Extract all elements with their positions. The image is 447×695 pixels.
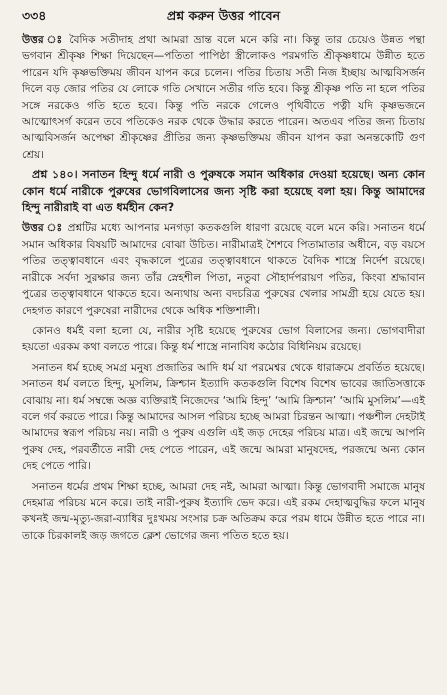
page-content xyxy=(22,32,425,544)
page-header xyxy=(22,8,425,32)
body-paragraph: কোনও ধর্মই বলা হলো যে, নারীর সৃষ্টি হয়েছে পুরুষের ভোগ বিলাসের জন্য। ভোগবাদীরা হয়তো এরকম কথা বলতে পারে। কিন্তু ধর্ম শাস্ত্রে নানাবিধ কঠোর বিধিনিয়ম রয়েছে। xyxy=(22,324,425,354)
answer-text: বৈদিক সতীদাহ প্রথা আমরা ভ্রান্ত বলে মনে করি না। কিন্তু তার চেয়েও উন্নত পন্থা ভগবান শ্রীকৃষ্ণ শিক্ষা দিয়েছেন—পতিতা পাপিষ্ঠা স্ত্রীলোকও পরমগতি শ্রীকৃষ্ণধামে উন্নীত হতে পারেন যদি কৃষ্ণভক্তিময় জীবন যাপন করে চলেন। পতির চিতায় সতী নিজ ইচ্ছায় আত্মবিসর্জন দিলে বড় জোর পতির যে লোকে গতি সেখানে সতীর গতি হবে। কিন্তু শ্রীকৃষ্ণ পতি না হলে পতির সঙ্গে নরকেও গতি হতে হবে। কিন্তু পতি নরকে গেলেও পৃথিবীতে পত্নী যদি কৃষ্ণভজনে আত্মোৎসর্গ করেন তবে পতিকেও নরক থেকে উদ্ধার করতে পারেন। অতএব পতির জন্য চিতায় আত্মবিসর্জন অপেক্ষা শ্রীকৃষ্ণের প্রীতির জন্য কৃষ্ণভক্তিময় জীবন যাপন করা অনন্তকোটি গুণ শ্রেয়। xyxy=(22,34,425,161)
answer-label: উত্তর ঃ xyxy=(22,34,65,46)
question-label: প্রশ্ন ১৪০। xyxy=(32,168,78,182)
question-paragraph xyxy=(22,167,425,216)
answer-paragraph xyxy=(22,220,425,318)
running-title: প্রশ্ন করুন উত্তর পাবেন xyxy=(166,8,281,23)
body-paragraph: সনাতন ধর্মের প্রথম শিক্ষা হচ্ছে, আমরা দেহ নই, আমরা আত্মা। কিন্তু ভোগবাদী সমাজে মানুষ দেহমাত্র পরিচয় মনে করে। তাই নারী-পুরুষ ইত্যাদি ভেদ করে। এই রকম দেহাত্মবুদ্ধির ফলে মানুষ কখনই জন্ম-মৃত্যু-জরা-ব্যাধির দুঃখময় সংসার চক্র অতিক্রম করে পরম ধামে উন্নীত হতে পারে না। তাকে চিরকালই জড় জগতে ক্লেশ ভোগের জন্য পতিত হতে হয়। xyxy=(22,480,425,542)
answer-paragraph xyxy=(22,32,425,163)
body-paragraph: সনাতন ধর্ম হচ্ছে সমগ্র মনুষ্য প্রজাতির আদি ধর্ম যা পরমেশ্বর থেকে ধারাক্রমে প্রবর্তিত হয়েছে। সনাতন ধর্ম বলতে হিন্দু, মুসলিম, ক্রিশ্চান ইত্যাদি কতকগুলি বিশেষ বিশেষ ভাবের জাতিসত্তাকে বোঝায় না। ধর্ম সম্বন্ধে অজ্ঞ ব্যক্তিরাই নিজেদের ‘আমি হিন্দু’ ‘আমি ক্রিশ্চান’ ‘আমি মুসলিম’—এই বলে গর্ব করতে পারে। কিন্তু আমাদের আসল পরিচয় হচ্ছে আমরা চিরন্তন আত্মা। পঞ্চশীল দেহটাই আমাদের স্বরূপ পরিচয় নয়। নারী ও পুরুষ এগুলি এই জড় দেহের পরিচয় মাত্র। এই জন্মে আপনি পুরুষ দেহ, পরবর্তীতে নারী দেহ পেতে পারেন, এই জন্মে আমরা মানুষদেহ, পরজন্মে অন্য কোন দেহ পেতে পারি। xyxy=(22,361,425,473)
question-text: সনাতন হিন্দু ধর্মে নারী ও পুরুষকে সমান অধিকার দেওয়া হয়েছে। অন্য কোন কোন ধর্মে নারীকে পুরুষের ভোগবিলাসের জন্য সৃষ্টি করা হয়েছে বলা হয়। কিন্তু আমাদের হিন্দু নারীরাই বা এত ধর্মহীন কেন? xyxy=(22,168,425,215)
answer-text: প্রশ্নটির মধ্যে আপনার মনগড়া কতকগুলি ধারণা রয়েছে বলে মনে করি। সনাতন ধর্মে সমান অধিকার বিষয়টি আমাদের বোঝা উচিত। নারীমাত্রই শৈশবে পিতামাতার অধীনে, বড় বয়সে পতির তত্ত্বাবধানে এবং বৃদ্ধকালে পুত্রের তত্ত্বাবধানে থাকতে বৈদিক শাস্ত্রে নির্দেশ রয়েছে। নারীকে সর্বদা সুরক্ষার জন্য তাঁর স্নেহশীল পিতা, নতুবা সৌহার্দপরায়ণ পতির, কিংবা শ্রদ্ধাবান পুত্রের তত্ত্বাবধানে থাকতে হবে। অন্যথায় অন্য বদচরিত্র পুরুষের খেলার সামগ্রী হয়ে যেতে হয়। দেহগত কারণে পুরুষেরা নারীদের থেকে অধিক শক্তিশালী। xyxy=(22,222,425,317)
page-number: ৩৩৪ xyxy=(22,8,47,23)
answer-label: উত্তর ঃ xyxy=(22,222,64,235)
